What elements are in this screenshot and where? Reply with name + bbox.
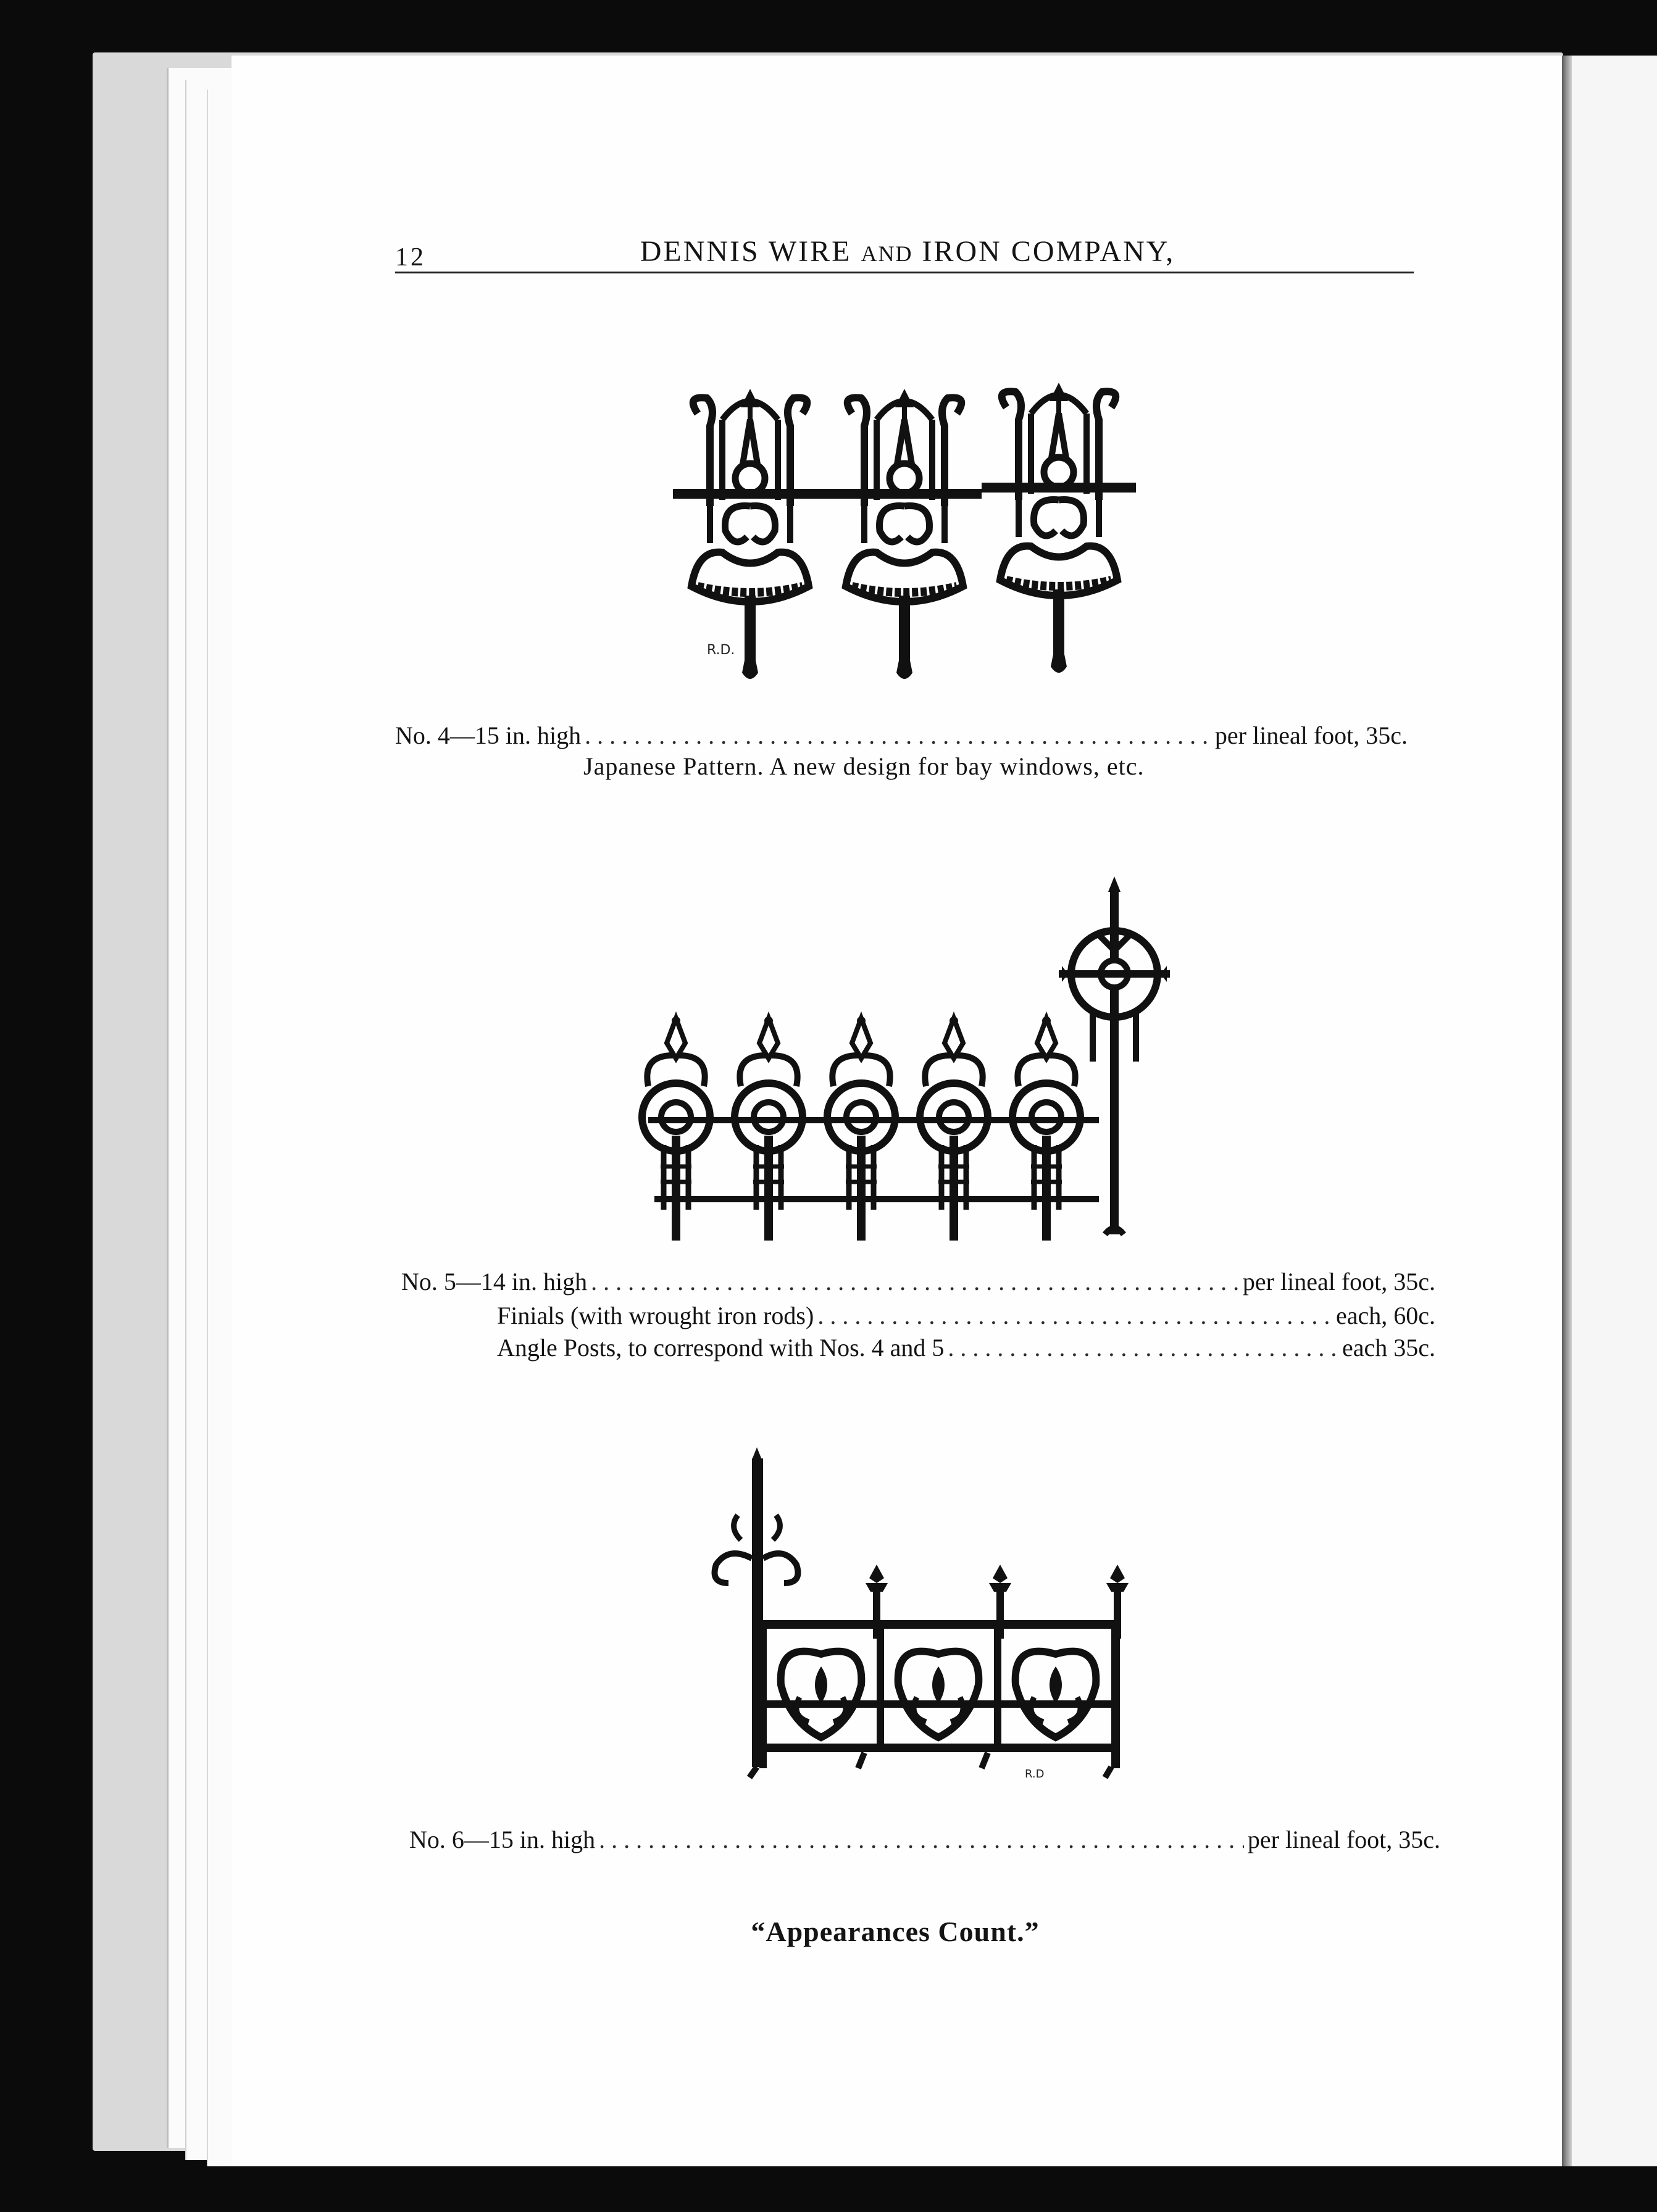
- fence-no5-illustration: [636, 864, 1185, 1241]
- facing-page-strip: [1572, 56, 1657, 2166]
- item-no5-price-line: [401, 1267, 1435, 1296]
- item-no4-price-line: [395, 721, 1408, 750]
- dot-leader: [817, 1301, 1332, 1330]
- fence-no6-mark: R.D: [1025, 1768, 1045, 1781]
- dot-leader: [591, 1267, 1239, 1296]
- finials-price: each, 60c.: [1335, 1302, 1435, 1329]
- page-spine: [1562, 56, 1572, 2166]
- item-no4-price: per lineal foot, 35c.: [1214, 721, 1408, 749]
- item-no4-label: No. 4—15 in. high: [395, 721, 582, 749]
- running-head-part2: IRON COMPANY,: [922, 235, 1175, 268]
- item-no5-price: per lineal foot, 35c.: [1242, 1268, 1435, 1295]
- angle-posts-price-line: [497, 1333, 1435, 1362]
- item-no4-caption: Japanese Pattern. A new design for bay windows, etc.: [583, 752, 1145, 780]
- angle-posts-label: Angle Posts, to correspond with Nos. 4 and 5: [497, 1334, 945, 1362]
- item-no6-price: per lineal foot, 35c.: [1247, 1826, 1440, 1853]
- finials-label: Finials (with wrought iron rods): [497, 1302, 814, 1329]
- item-no5-label: No. 5—14 in. high: [401, 1268, 588, 1295]
- dot-leader: [599, 1825, 1244, 1854]
- dot-leader: [948, 1333, 1338, 1362]
- dot-leader: [585, 721, 1211, 750]
- item-no6-price-line: [409, 1825, 1440, 1854]
- scan-bottom-border: [93, 2166, 1657, 2212]
- fence-no6-illustration: [704, 1441, 1136, 1787]
- item-no6-label: No. 6—15 in. high: [409, 1826, 596, 1853]
- running-head-part1: DENNIS WIRE: [640, 235, 852, 268]
- header-rule: [395, 272, 1414, 273]
- page-number: 12: [395, 243, 426, 272]
- running-head-and: AND: [861, 241, 913, 266]
- fence-no4-illustration: [673, 370, 1142, 704]
- finials-price-line: [497, 1301, 1435, 1330]
- fence-no4-mark: R.D.: [707, 642, 735, 658]
- running-head: [568, 235, 1247, 268]
- motto: “Appearances Count.”: [751, 1916, 1040, 1947]
- angle-posts-price: each 35c.: [1342, 1334, 1435, 1362]
